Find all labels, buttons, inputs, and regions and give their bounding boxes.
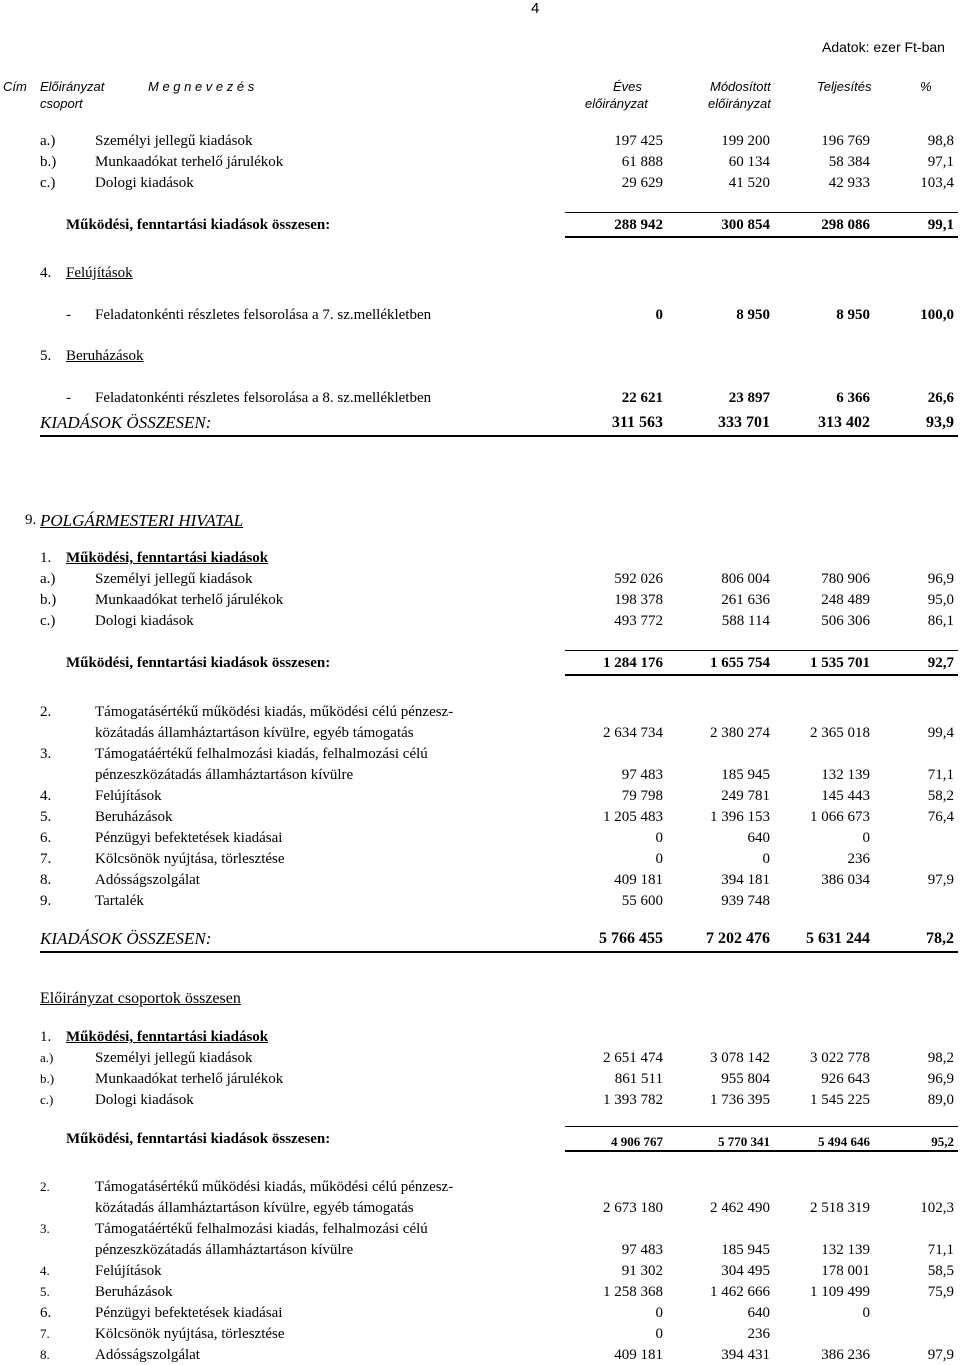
row-value: 313 402 — [818, 414, 870, 431]
row-value: 304 495 — [721, 1263, 770, 1279]
row-value: 926 643 — [821, 1071, 870, 1087]
row-label: Pénzügyi befektetések kiadásai — [95, 830, 283, 846]
row-value: 640 — [747, 830, 770, 846]
row-value: 2 673 180 — [603, 1200, 663, 1216]
row-label: Támogatásértékű működési kiadás, működési célú pénzesz- — [95, 1179, 454, 1195]
row-label: Felújítások — [95, 788, 162, 804]
row-value: 97,9 — [927, 872, 954, 888]
row-value: 2 634 734 — [603, 725, 663, 741]
row-value: 311 563 — [611, 414, 663, 431]
row-value: 588 114 — [721, 613, 770, 629]
row-value: 506 306 — [821, 613, 870, 629]
row-value: 197 425 — [614, 133, 663, 149]
row-value: 493 772 — [614, 613, 663, 629]
row-label: Feladatonkénti részletes felsorolása a 8. sz.mellékletben — [95, 390, 432, 406]
row-rule — [565, 212, 958, 213]
row-number: 4. — [40, 788, 52, 804]
row-value: 333 701 — [718, 414, 770, 431]
row-value: 75,9 — [927, 1284, 954, 1300]
row-value: 386 236 — [821, 1347, 870, 1363]
row-number: a.) — [40, 571, 56, 587]
row-value: 0 — [655, 830, 663, 846]
row-value: 2 365 018 — [810, 725, 870, 741]
row-number: b.) — [40, 592, 57, 608]
row-number: - — [66, 307, 71, 323]
row-value: 199 200 — [721, 133, 770, 149]
row-value: 1 462 666 — [710, 1284, 770, 1300]
row-value: 5 494 646 — [818, 1134, 870, 1149]
row-value: 0 — [862, 830, 870, 846]
row-value: 0 — [655, 1305, 663, 1321]
row-label: Működési, fenntartási kiadások — [66, 550, 269, 566]
row-value: 955 804 — [721, 1071, 770, 1087]
row-value: 97,9 — [927, 1347, 954, 1363]
row-rule — [40, 951, 958, 953]
page-number: 4 — [531, 0, 540, 17]
row-number: 5. — [40, 1284, 50, 1299]
row-label: Beruházások — [95, 1284, 173, 1300]
row-rule — [565, 1126, 958, 1127]
row-number: a.) — [40, 1050, 54, 1065]
row-value: 58,2 — [927, 788, 954, 804]
row-value: 198 378 — [614, 592, 663, 608]
row-value: 780 906 — [821, 571, 870, 587]
header-percent: % — [920, 79, 932, 94]
row-label: Személyi jellegű kiadások — [95, 1050, 253, 1066]
row-value: 592 026 — [614, 571, 663, 587]
row-value: 409 181 — [614, 872, 663, 888]
row-label: KIADÁSOK ÖSSZESEN: — [40, 929, 212, 948]
row-value: 23 897 — [728, 390, 770, 406]
row-value: 298 086 — [821, 217, 870, 233]
row-value: 58 384 — [828, 154, 870, 170]
row-label: Támogatásértékű működési kiadás, működési célú pénzesz- — [95, 704, 454, 720]
row-number: 7. — [40, 851, 52, 867]
row-number: 1. — [40, 1029, 52, 1045]
row-value: 185 945 — [721, 1242, 770, 1258]
row-value: 103,4 — [920, 175, 954, 191]
row-number: a.) — [40, 133, 56, 149]
row-value: 132 139 — [821, 1242, 870, 1258]
row-rule — [40, 435, 958, 437]
row-value: 236 — [747, 1326, 770, 1342]
row-value: 2 518 319 — [810, 1200, 870, 1216]
row-number: 8. — [40, 1347, 50, 1362]
row-value: 58,5 — [927, 1263, 954, 1279]
row-value: 78,2 — [926, 930, 954, 947]
row-label: Adósságszolgálat — [95, 1347, 200, 1363]
row-value: 3 078 142 — [710, 1050, 770, 1066]
row-value: 95,2 — [931, 1134, 954, 1149]
row-value: 61 888 — [621, 154, 663, 170]
row-label: Feladatonkénti részletes felsorolása a 7. sz.mellékletben — [95, 307, 432, 323]
header-eloiranyzat: Előirányzat — [40, 79, 105, 94]
row-label: Támogatáértékű felhalmozási kiadás, felhalmozási célú — [95, 746, 428, 762]
row-label: Adósságszolgálat — [95, 872, 200, 888]
row-value: 93,9 — [926, 414, 954, 431]
row-label: Munkaadókat terhelő járulékok — [95, 154, 284, 170]
row-value: 1 736 395 — [710, 1092, 770, 1108]
row-value: 4 906 767 — [611, 1134, 663, 1149]
row-number: 6. — [40, 1305, 52, 1321]
header-teljesites: Teljesítés — [817, 79, 872, 94]
row-value: 97 483 — [621, 767, 663, 783]
row-label: Támogatáértékű felhalmozási kiadás, felhalmozási célú — [95, 1221, 428, 1237]
row-value: 86,1 — [927, 613, 954, 629]
row-value: 55 600 — [621, 893, 663, 909]
row-number: c.) — [40, 175, 56, 191]
row-value: 1 655 754 — [710, 655, 770, 671]
row-label: KIADÁSOK ÖSSZESEN: — [40, 413, 212, 432]
row-label: közátadás államháztartáson kívülre, egyéb támogatás — [95, 725, 414, 741]
row-label: Személyi jellegű kiadások — [95, 133, 253, 149]
header-modositott-2: előirányzat — [708, 96, 771, 111]
row-label: Beruházások — [95, 809, 173, 825]
row-value: 60 134 — [728, 154, 770, 170]
row-label: Beruházások — [66, 348, 144, 364]
row-label: Kölcsönök nyújtása, törlesztése — [95, 1326, 285, 1342]
row-number: 8. — [40, 872, 52, 888]
row-value: 97,1 — [927, 154, 954, 170]
header-cim: Cím — [3, 79, 27, 94]
row-value: 0 — [655, 307, 663, 323]
row-label: Felújítások — [66, 265, 133, 281]
row-number: 9. — [25, 512, 37, 528]
row-label: Dologi kiadások — [95, 1092, 194, 1108]
row-value: 1 066 673 — [810, 809, 870, 825]
row-label: pénzeszközátadás államháztartáson kívülre — [95, 1242, 354, 1258]
row-value: 185 945 — [721, 767, 770, 783]
row-value: 42 933 — [828, 175, 870, 191]
row-value: 178 001 — [821, 1263, 870, 1279]
row-value: 0 — [655, 851, 663, 867]
row-number: 7. — [40, 1326, 50, 1341]
row-value: 261 636 — [721, 592, 770, 608]
row-label: Működési, fenntartási kiadások összesen: — [66, 655, 331, 671]
row-label: Működési, fenntartási kiadások összesen: — [66, 1131, 331, 1147]
row-value: 95,0 — [927, 592, 954, 608]
row-value: 1 284 176 — [603, 655, 663, 671]
header-eves: Éves — [613, 79, 642, 94]
row-label: közátadás államháztartáson kívülre, egyéb támogatás — [95, 1200, 414, 1216]
row-value: 394 431 — [721, 1347, 770, 1363]
row-label: Dologi kiadások — [95, 175, 194, 191]
row-value: 6 366 — [836, 390, 870, 406]
row-number: c.) — [40, 1092, 54, 1107]
row-label: Működési, fenntartási kiadások összesen: — [66, 217, 331, 233]
row-number: 2. — [40, 704, 52, 720]
row-label: Kölcsönök nyújtása, törlesztése — [95, 851, 285, 867]
row-value: 98,8 — [927, 133, 954, 149]
row-value: 1 535 701 — [810, 655, 870, 671]
row-value: 99,1 — [927, 217, 954, 233]
row-value: 96,9 — [927, 571, 954, 587]
row-value: 92,7 — [927, 655, 954, 671]
row-value: 806 004 — [721, 571, 770, 587]
header-eves-2: előirányzat — [585, 96, 648, 111]
row-value: 71,1 — [927, 1242, 954, 1258]
row-value: 8 950 — [736, 307, 770, 323]
row-value: 249 781 — [721, 788, 770, 804]
row-number: b.) — [40, 1071, 55, 1086]
row-label: Munkaadókat terhelő járulékok — [95, 592, 284, 608]
row-number: 3. — [40, 746, 52, 762]
row-number: 4. — [40, 1263, 50, 1278]
row-value: 96,9 — [927, 1071, 954, 1087]
row-label: Felújítások — [95, 1263, 162, 1279]
row-number: 5. — [40, 348, 52, 364]
row-value: 89,0 — [927, 1092, 954, 1108]
row-number: - — [66, 390, 71, 406]
row-value: 236 — [847, 851, 870, 867]
row-value: 99,4 — [927, 725, 954, 741]
row-value: 26,6 — [927, 390, 954, 406]
header-megnevezes: M e g n e v e z é s — [148, 79, 255, 94]
row-value: 91 302 — [621, 1263, 663, 1279]
row-value: 97 483 — [621, 1242, 663, 1258]
row-value: 0 — [862, 1305, 870, 1321]
row-value: 5 631 244 — [806, 930, 870, 947]
row-value: 1 205 483 — [603, 809, 663, 825]
row-value: 2 651 474 — [603, 1050, 663, 1066]
row-label: Tartalék — [95, 893, 144, 909]
row-value: 1 396 153 — [710, 809, 770, 825]
row-number: 3. — [40, 1221, 50, 1236]
row-label: Személyi jellegű kiadások — [95, 571, 253, 587]
row-value: 102,3 — [920, 1200, 954, 1216]
row-number: 6. — [40, 830, 52, 846]
row-value: 386 034 — [821, 872, 870, 888]
header-modositott: Módosított — [710, 79, 771, 94]
row-value: 1 258 368 — [603, 1284, 663, 1300]
row-value: 1 545 225 — [810, 1092, 870, 1108]
row-value: 640 — [747, 1305, 770, 1321]
row-rule — [565, 1150, 958, 1152]
row-number: b.) — [40, 154, 57, 170]
row-number: c.) — [40, 613, 56, 629]
row-number: 4. — [40, 265, 52, 281]
row-value: 5 766 455 — [599, 930, 663, 947]
row-number: 1. — [40, 550, 52, 566]
row-value: 1 393 782 — [603, 1092, 663, 1108]
row-label: Munkaadókat terhelő járulékok — [95, 1071, 284, 1087]
row-value: 41 520 — [728, 175, 770, 191]
row-value: 409 181 — [614, 1347, 663, 1363]
row-label: POLGÁRMESTERI HIVATAL — [40, 511, 244, 530]
row-value: 0 — [655, 1326, 663, 1342]
row-value: 145 443 — [821, 788, 870, 804]
row-rule — [565, 650, 958, 651]
row-label: Előirányzat csoportok összesen — [40, 990, 241, 1007]
row-value: 132 139 — [821, 767, 870, 783]
row-value: 3 022 778 — [810, 1050, 870, 1066]
unit-note: Adatok: ezer Ft-ban — [822, 39, 945, 55]
row-rule — [565, 674, 958, 676]
row-value: 394 181 — [721, 872, 770, 888]
row-value: 98,2 — [927, 1050, 954, 1066]
row-value: 1 109 499 — [810, 1284, 870, 1300]
row-label: pénzeszközátadás államháztartáson kívülre — [95, 767, 354, 783]
row-value: 861 511 — [614, 1071, 663, 1087]
row-number: 9. — [40, 893, 52, 909]
row-value: 288 942 — [614, 217, 663, 233]
row-value: 22 621 — [621, 390, 663, 406]
row-value: 2 380 274 — [710, 725, 770, 741]
row-value: 79 798 — [621, 788, 663, 804]
row-rule — [565, 236, 958, 238]
row-value: 939 748 — [721, 893, 770, 909]
row-label: Működési, fenntartási kiadások — [66, 1029, 269, 1045]
row-value: 76,4 — [927, 809, 954, 825]
row-value: 100,0 — [920, 307, 954, 323]
header-csoport: csoport — [40, 96, 83, 111]
row-value: 248 489 — [821, 592, 870, 608]
row-value: 7 202 476 — [706, 930, 770, 947]
row-value: 300 854 — [721, 217, 770, 233]
row-value: 8 950 — [836, 307, 870, 323]
row-value: 2 462 490 — [710, 1200, 770, 1216]
row-number: 2. — [40, 1179, 50, 1194]
row-value: 71,1 — [927, 767, 954, 783]
row-number: 5. — [40, 809, 52, 825]
row-value: 5 770 341 — [718, 1134, 770, 1149]
row-label: Pénzügyi befektetések kiadásai — [95, 1305, 283, 1321]
row-value: 196 769 — [821, 133, 870, 149]
row-label: Dologi kiadások — [95, 613, 194, 629]
row-value: 0 — [762, 851, 770, 867]
row-value: 29 629 — [621, 175, 663, 191]
